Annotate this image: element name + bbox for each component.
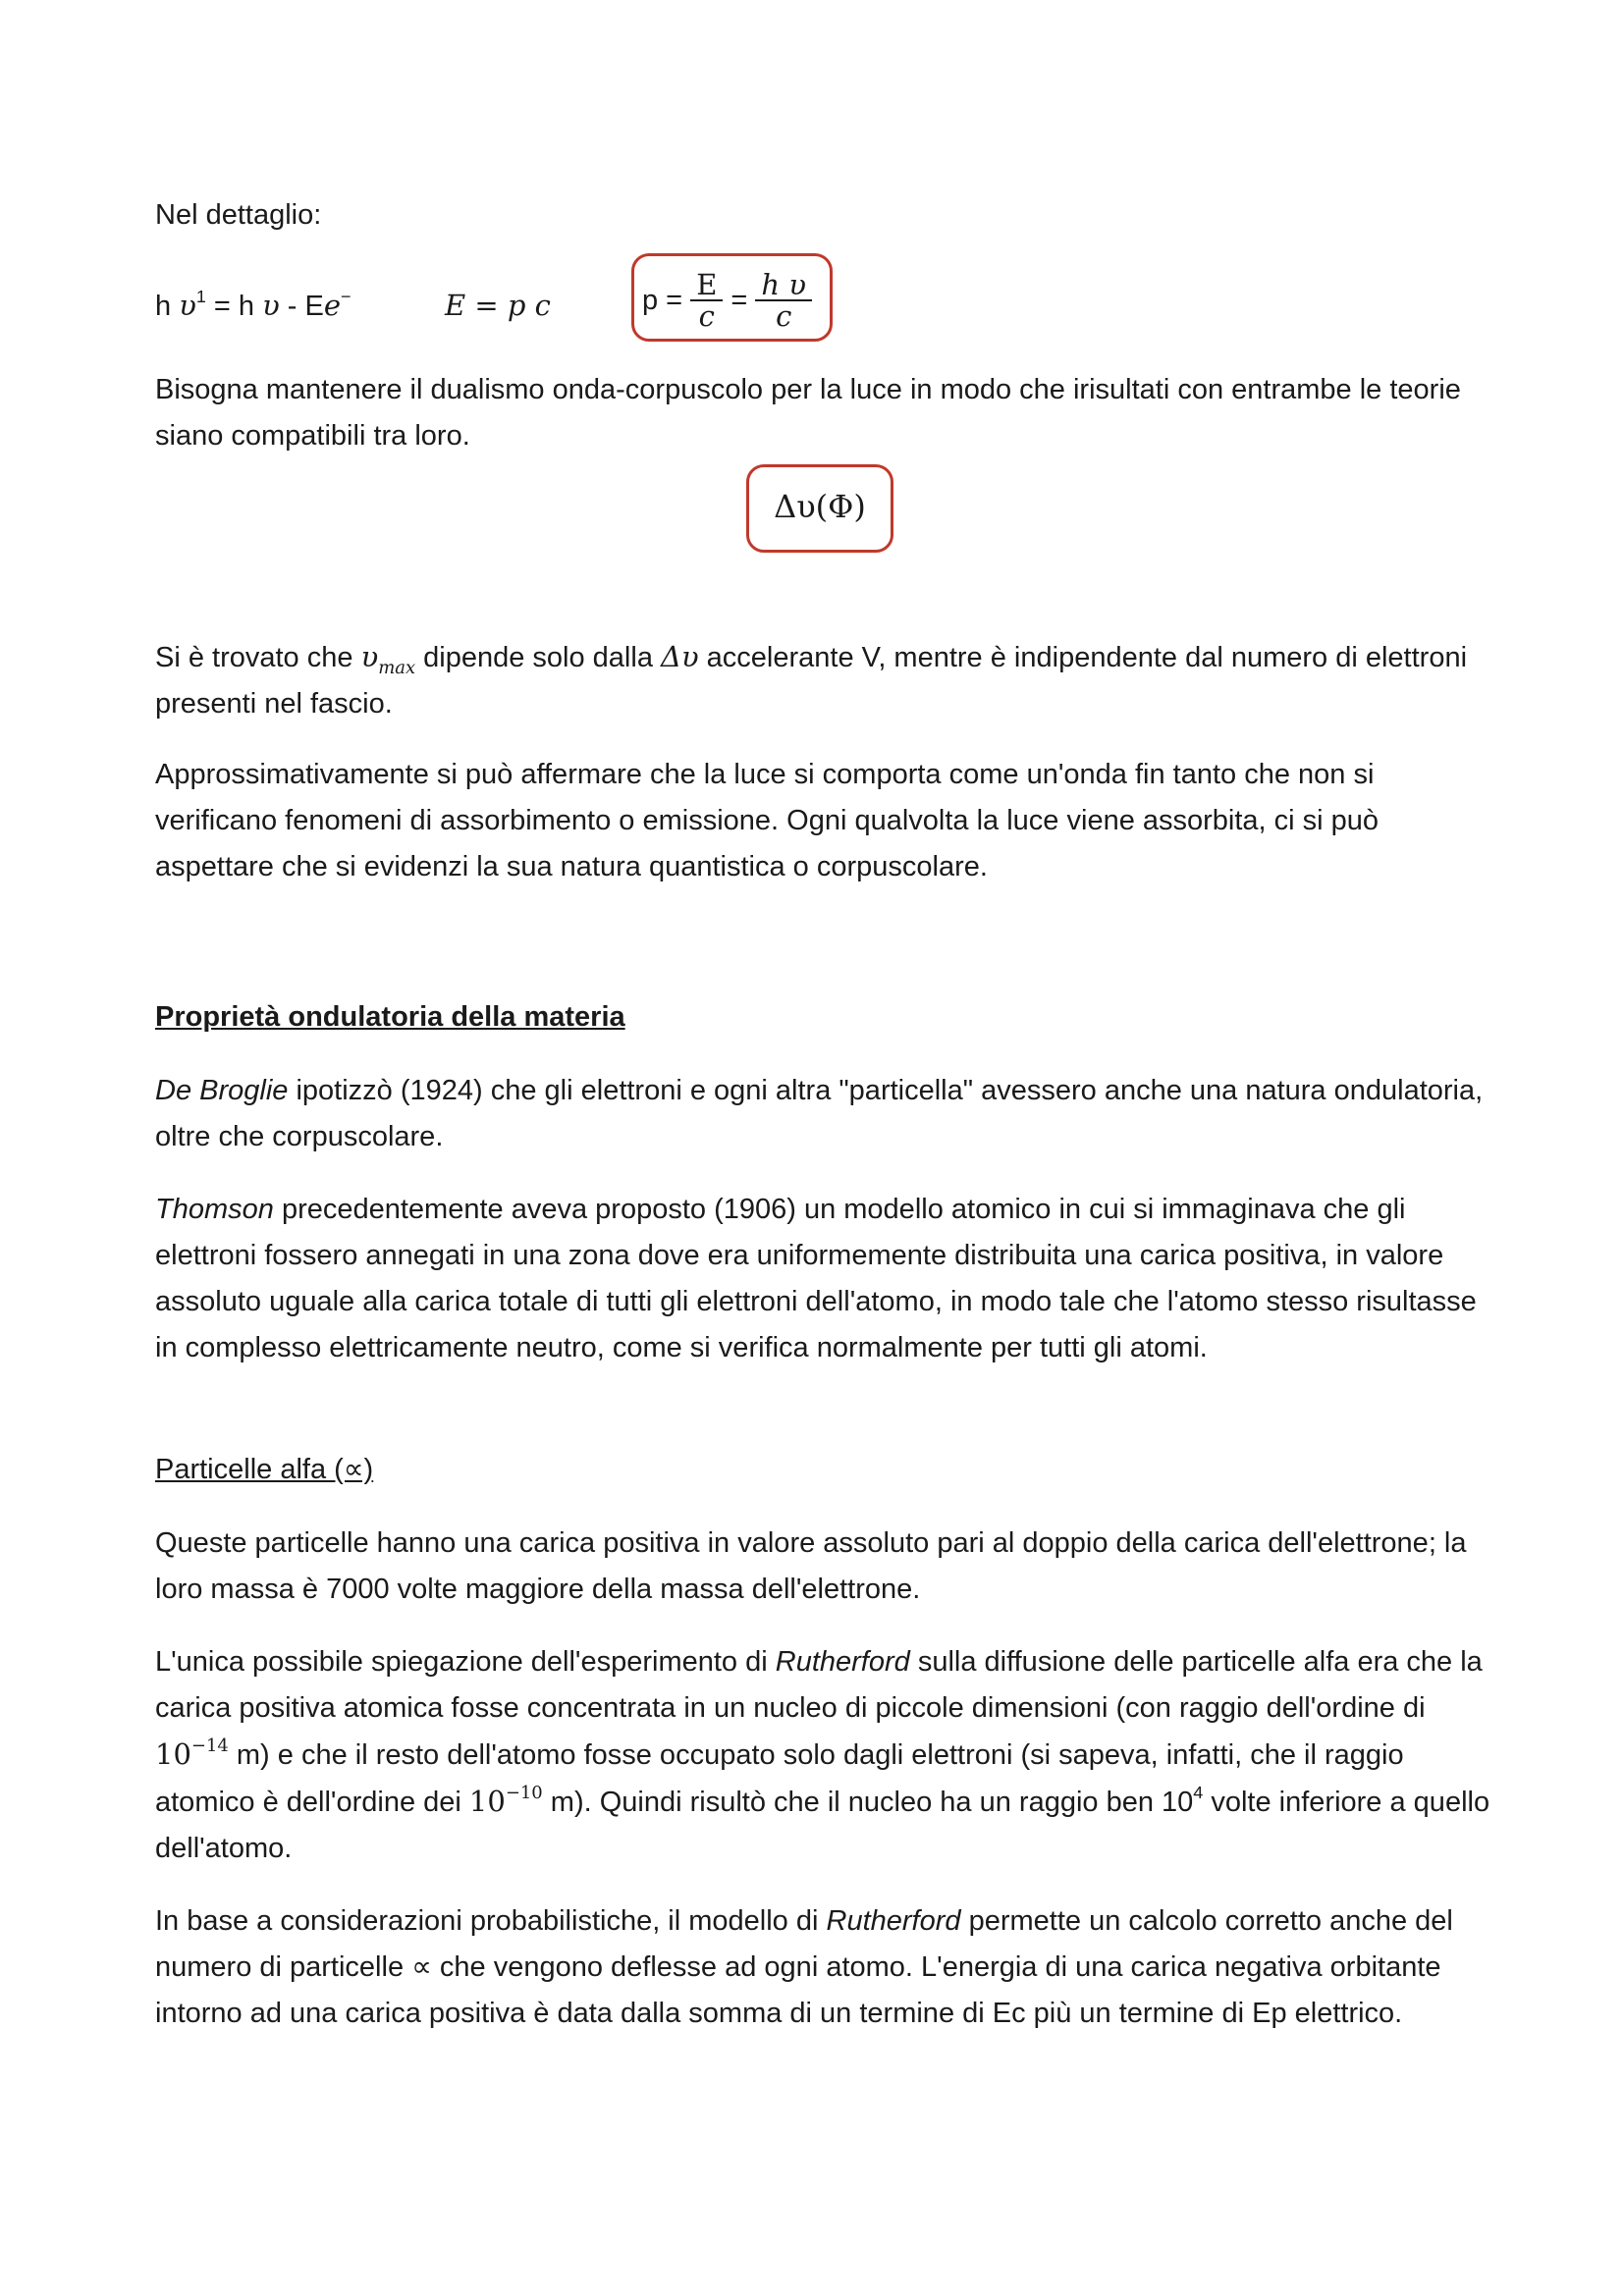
rutherford-text-c: m) e che il resto dell'atomo fosse occupato solo dagli elettroni (si sapeva, infatti, che il raggio atomico è dell'ordine dei xyxy=(155,1739,1404,1818)
vmax-text-b: dipende solo dalla xyxy=(415,642,662,673)
rutherford-name-2: Rutherford xyxy=(826,1905,961,1937)
rutherford-text-a: L'unica possibile spiegazione dell'esperimento di xyxy=(155,1646,776,1678)
power2-exp: −10 xyxy=(505,1782,543,1803)
fraction-e-numerator: E xyxy=(690,270,723,301)
vmax-var: υ xyxy=(360,640,379,673)
eq1-rest: - E xyxy=(279,291,324,322)
eq1-rhs-nu: υ xyxy=(262,289,280,322)
power1-base: 10 xyxy=(155,1737,191,1771)
paragraph-thomson xyxy=(155,1187,1490,1371)
de-broglie-name: De Broglie xyxy=(155,1075,289,1106)
momentum-p-label: p = xyxy=(642,285,683,316)
fraction-e-denominator: c xyxy=(698,299,715,333)
paragraph-vmax xyxy=(155,634,1490,727)
boxed-momentum-formula xyxy=(631,253,833,342)
paragraph-rutherford-model xyxy=(155,1898,1490,2037)
rutherford-name-1: Rutherford xyxy=(775,1646,910,1678)
power2-base: 10 xyxy=(468,1785,506,1818)
vmax-delta: Δυ xyxy=(661,640,699,673)
fraction-hnu-denominator: c xyxy=(776,299,792,333)
eq1-equals: = h xyxy=(205,291,263,322)
vmax-text-a: Si è trovato che xyxy=(155,642,361,673)
rutherford-text-d: m). Quindi risultò che il nucleo ha un raggio ben 10 xyxy=(542,1787,1194,1818)
paragraph-rutherford-experiment xyxy=(155,1639,1490,1872)
eq1-lhs-h: h xyxy=(155,291,180,322)
thomson-text: precedentemente aveva proposto (1906) un modello atomico in cui si immaginava che gli elettroni fossero annegati in una zona dove era uniformemente distribuita una carica positiva, in valore assoluto uguale alla carica totale di tutti gli elettroni dell'atomo, in modo tale che l'atomo stesso risultasse in complesso elettricamente neutro, come si verifica normalmente per tutti gli atomi. xyxy=(155,1194,1477,1363)
eq1-lhs-sup: 1 xyxy=(195,286,206,306)
delta-nu-expression: Δυ(Φ) xyxy=(774,488,866,525)
power1-exp: −14 xyxy=(190,1735,229,1756)
paragraph-dualism: Bisogna mantenere il dualismo onda-corpuscolo per la luce in modo che irisultati con entrambe le teorie siano compatibili tra loro. xyxy=(155,374,1461,452)
rutherford-text-e: volte inferiore a quello dell'atomo. xyxy=(155,1787,1490,1864)
model-text-b: permette un calcolo corretto anche del numero di particelle ∝ che vengono deflesse ad ogni atomo. L'energia di una carica negativa orbitante intorno ad una carica positiva è data dalla somma di un termine di Ec più un termine di Ep elettrico. xyxy=(155,1905,1453,2029)
rutherford-text-b: sulla diffusione delle particelle alfa era che la carica positiva atomica fosse concentrata in un nucleo di piccole dimensioni (con raggio dell'ordine di xyxy=(155,1646,1483,1724)
fraction-hnu-numerator: h υ xyxy=(755,270,812,301)
vmax-sub: max xyxy=(378,657,416,678)
intro-heading xyxy=(155,192,1490,239)
power3-exp: 4 xyxy=(1193,1782,1204,1802)
de-broglie-text: ipotizzò (1924) che gli elettroni e ogni altra "particella" avessero anche una natura ondulatoria, oltre che corpuscolare. xyxy=(155,1075,1484,1152)
intro-heading-text: Nel dettaglio: xyxy=(155,199,322,231)
boxed-delta-nu xyxy=(746,464,893,553)
momentum-equals: = xyxy=(730,285,748,316)
eq1-lhs-nu: υ xyxy=(179,289,196,322)
thomson-name: Thomson xyxy=(155,1194,274,1225)
paragraph-alpha-charge: Queste particelle hanno una carica positiva in valore assoluto pari al doppio della carica dell'elettrone; la loro massa è 7000 volte maggiore della massa dell'elettrone. xyxy=(155,1527,1467,1605)
model-text-a: In base a considerazioni probabilistiche, il modello di xyxy=(155,1905,827,1937)
eq1-e: e xyxy=(323,289,342,322)
fraction-e-over-c xyxy=(690,270,723,331)
section-heading-wave-matter: Proprietà ondulatoria della materia xyxy=(155,1001,625,1033)
paragraph-de-broglie xyxy=(155,1068,1490,1160)
section-heading-alpha: Particelle alfa (∝) xyxy=(155,1454,374,1485)
paragraph-light-behaviour: Approssimativamente si può affermare che la luce si comporta come un'onda fin tanto che non si verificano fenomeni di assorbimento o emissione. Ogni qualvolta la luce viene assorbita, ci si può aspettare che si evidenzi la sua natura quantistica o corpuscolare. xyxy=(155,759,1380,882)
fraction-hnu-over-c xyxy=(755,270,812,331)
eq1-e-sup: − xyxy=(341,286,352,306)
vmax-text-c: accelerante V, mentre è indipendente dal numero di elettroni presenti nel fascio. xyxy=(155,642,1468,720)
equation-photoelectric xyxy=(155,283,352,330)
equation-energy-momentum: E = p c xyxy=(445,289,551,322)
momentum-formula xyxy=(642,270,812,331)
